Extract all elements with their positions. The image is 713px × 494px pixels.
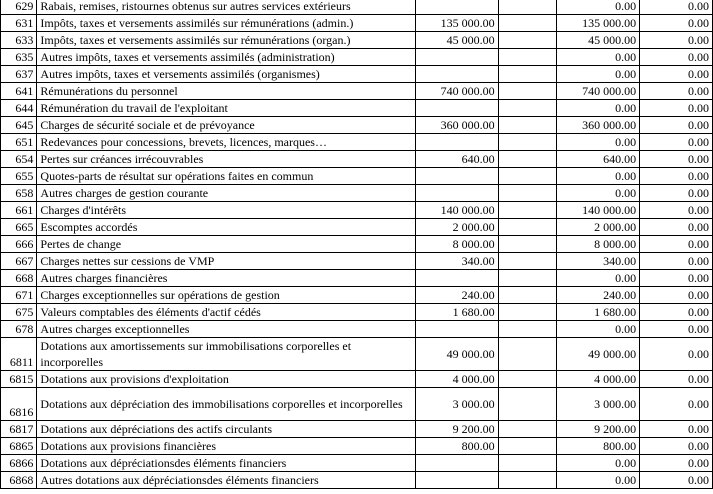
amount-cell: 0.00 — [640, 321, 713, 338]
table-row — [1, 32, 713, 49]
amount-cell: 135 000.00 — [415, 15, 498, 32]
amount-cell: 800.00 — [557, 438, 640, 455]
amount-cell: 640.00 — [415, 151, 498, 168]
table-row — [1, 83, 713, 100]
amount-cell: 0.00 — [640, 388, 713, 421]
amount-cell — [498, 236, 557, 253]
account-label-cell: Charges exceptionnelles sur opérations de gestion — [37, 287, 415, 304]
amount-cell: 45 000.00 — [557, 32, 640, 49]
account-code-cell: 6811 — [1, 338, 37, 371]
account-code-cell: 6815 — [1, 371, 37, 388]
amount-cell — [498, 0, 557, 15]
amount-cell: 0.00 — [640, 338, 713, 371]
account-label-cell: Dotations aux dépréciationsdes éléments financiers — [37, 455, 415, 472]
table-row — [1, 49, 713, 66]
amount-cell — [498, 32, 557, 49]
account-code-cell: 631 — [1, 15, 37, 32]
amount-cell: 0.00 — [640, 66, 713, 83]
account-label-cell: Charges nettes sur cessions de VMP — [37, 253, 415, 270]
table-row — [1, 219, 713, 236]
account-code-cell: 655 — [1, 168, 37, 185]
amount-cell: 0.00 — [640, 270, 713, 287]
account-label-cell: Pertes sur créances irrécouvrables — [37, 151, 415, 168]
account-code-cell: 641 — [1, 83, 37, 100]
amount-cell: 0.00 — [640, 134, 713, 151]
table-row — [1, 371, 713, 388]
table-row — [1, 321, 713, 338]
table-row — [1, 438, 713, 455]
amount-cell — [498, 421, 557, 438]
account-code-cell: 644 — [1, 100, 37, 117]
amount-cell — [498, 100, 557, 117]
amount-cell — [415, 270, 498, 287]
amount-cell: 8 000.00 — [415, 236, 498, 253]
account-label-cell: Impôts, taxes et versements assimilés sur rémunérations (admin.) — [37, 15, 415, 32]
account-label-cell: Impôts, taxes et versements assimilés sur rémunérations (organ.) — [37, 32, 415, 49]
account-code-cell: 6865 — [1, 438, 37, 455]
table-row — [1, 388, 713, 421]
amount-cell: 340.00 — [415, 253, 498, 270]
account-code-cell: 666 — [1, 236, 37, 253]
table-row — [1, 15, 713, 32]
amount-cell — [498, 321, 557, 338]
account-code-cell: 635 — [1, 49, 37, 66]
amount-cell — [498, 219, 557, 236]
amount-cell: 140 000.00 — [415, 202, 498, 219]
amount-cell — [498, 253, 557, 270]
amount-cell: 0.00 — [640, 151, 713, 168]
account-label-cell: Quotes-parts de résultat sur opérations faites en commun — [37, 168, 415, 185]
table-row — [1, 338, 713, 371]
amount-cell: 0.00 — [557, 185, 640, 202]
amount-cell: 3 000.00 — [415, 388, 498, 421]
account-label-cell: Autres dotations aux dépréciationsdes éléments financiers — [37, 472, 415, 489]
amount-cell: 1 680.00 — [415, 304, 498, 321]
account-label-cell: Rémunération du travail de l'exploitant — [37, 100, 415, 117]
amount-cell: 0.00 — [557, 455, 640, 472]
amount-cell: 340.00 — [557, 253, 640, 270]
amount-cell — [415, 100, 498, 117]
amount-cell — [498, 287, 557, 304]
account-code-cell: 6817 — [1, 421, 37, 438]
amount-cell: 0.00 — [640, 0, 713, 15]
account-code-cell: 667 — [1, 253, 37, 270]
amount-cell — [498, 49, 557, 66]
table-row — [1, 66, 713, 83]
amount-cell: 8 000.00 — [557, 236, 640, 253]
account-code-cell: 678 — [1, 321, 37, 338]
amount-cell — [498, 202, 557, 219]
amount-cell: 140 000.00 — [557, 202, 640, 219]
account-label-cell: Rémunérations du personnel — [37, 83, 415, 100]
account-code-cell: 637 — [1, 66, 37, 83]
account-label-cell: Autres charges exceptionnelles — [37, 321, 415, 338]
amount-cell: 0.00 — [557, 100, 640, 117]
amount-cell: 135 000.00 — [557, 15, 640, 32]
table-row — [1, 202, 713, 219]
account-label-cell: Valeurs comptables des éléments d'actif cédés — [37, 304, 415, 321]
table-row — [1, 0, 713, 15]
amount-cell: 0.00 — [640, 100, 713, 117]
amount-cell: 49 000.00 — [557, 338, 640, 371]
table-row — [1, 421, 713, 438]
amount-cell — [415, 168, 498, 185]
account-code-cell: 6866 — [1, 455, 37, 472]
amount-cell — [415, 49, 498, 66]
account-code-cell: 671 — [1, 287, 37, 304]
amount-cell: 0.00 — [640, 236, 713, 253]
account-code-cell: 6868 — [1, 472, 37, 489]
amount-cell — [415, 66, 498, 83]
account-label-cell: Rabais, remises, ristournes obtenus sur autres services extérieurs — [37, 0, 415, 15]
amount-cell: 49 000.00 — [415, 338, 498, 371]
table-row — [1, 117, 713, 134]
account-label-cell: Dotations aux dépréciations des actifs circulants — [37, 421, 415, 438]
table-row — [1, 236, 713, 253]
account-code-cell: 654 — [1, 151, 37, 168]
amount-cell: 640.00 — [557, 151, 640, 168]
amount-cell: 0.00 — [557, 66, 640, 83]
amount-cell: 0.00 — [640, 472, 713, 489]
account-code-cell: 675 — [1, 304, 37, 321]
amount-cell — [498, 338, 557, 371]
amount-cell: 0.00 — [640, 15, 713, 32]
accounts-table-body — [1, 0, 713, 489]
amount-cell — [498, 15, 557, 32]
account-label-cell: Autres impôts, taxes et versements assimilés (organismes) — [37, 66, 415, 83]
amount-cell: 240.00 — [415, 287, 498, 304]
amount-cell: 4 000.00 — [415, 371, 498, 388]
amount-cell: 9 200.00 — [557, 421, 640, 438]
amount-cell — [415, 185, 498, 202]
amount-cell: 45 000.00 — [415, 32, 498, 49]
amount-cell: 0.00 — [640, 32, 713, 49]
amount-cell — [415, 134, 498, 151]
account-label-cell: Autres charges financières — [37, 270, 415, 287]
amount-cell: 0.00 — [557, 472, 640, 489]
amount-cell: 0.00 — [640, 371, 713, 388]
amount-cell — [498, 270, 557, 287]
amount-cell: 0.00 — [640, 185, 713, 202]
amount-cell: 0.00 — [640, 438, 713, 455]
table-row — [1, 287, 713, 304]
amount-cell: 1 680.00 — [557, 304, 640, 321]
table-row — [1, 455, 713, 472]
table-row — [1, 185, 713, 202]
amount-cell — [415, 321, 498, 338]
amount-cell — [498, 371, 557, 388]
amount-cell: 0.00 — [640, 219, 713, 236]
table-row — [1, 100, 713, 117]
amount-cell: 0.00 — [640, 83, 713, 100]
account-code-cell: 6816 — [1, 388, 37, 421]
amount-cell: 4 000.00 — [557, 371, 640, 388]
amount-cell: 0.00 — [640, 304, 713, 321]
amount-cell — [498, 304, 557, 321]
table-row — [1, 151, 713, 168]
amount-cell — [415, 455, 498, 472]
account-label-cell: Dotations aux provisions d'exploitation — [37, 371, 415, 388]
account-code-cell: 633 — [1, 32, 37, 49]
account-code-cell: 629 — [1, 0, 37, 15]
amount-cell — [498, 151, 557, 168]
amount-cell: 3 000.00 — [557, 388, 640, 421]
amount-cell: 0.00 — [640, 455, 713, 472]
amount-cell: 0.00 — [640, 287, 713, 304]
table-row — [1, 134, 713, 151]
amount-cell — [498, 66, 557, 83]
amount-cell: 740 000.00 — [415, 83, 498, 100]
account-label-cell: Dotations aux amortissements sur immobilisations corporelles et incorporelles — [37, 338, 415, 371]
amount-cell — [415, 472, 498, 489]
amount-cell: 0.00 — [557, 49, 640, 66]
amount-cell — [498, 472, 557, 489]
amount-cell — [498, 117, 557, 134]
table-row — [1, 472, 713, 489]
amount-cell: 0.00 — [557, 321, 640, 338]
amount-cell: 360 000.00 — [415, 117, 498, 134]
amount-cell: 240.00 — [557, 287, 640, 304]
amount-cell: 0.00 — [640, 49, 713, 66]
account-label-cell: Escomptes accordés — [37, 219, 415, 236]
amount-cell: 0.00 — [640, 253, 713, 270]
amount-cell: 0.00 — [640, 117, 713, 134]
table-row — [1, 168, 713, 185]
account-label-cell: Charges d'intérêts — [37, 202, 415, 219]
amount-cell — [415, 0, 498, 15]
amount-cell — [498, 83, 557, 100]
amount-cell: 9 200.00 — [415, 421, 498, 438]
amount-cell: 360 000.00 — [557, 117, 640, 134]
account-code-cell: 645 — [1, 117, 37, 134]
amount-cell: 2 000.00 — [557, 219, 640, 236]
account-code-cell: 661 — [1, 202, 37, 219]
amount-cell — [498, 185, 557, 202]
account-code-cell: 665 — [1, 219, 37, 236]
table-row — [1, 270, 713, 287]
account-label-cell: Autres impôts, taxes et versements assimilés (administration) — [37, 49, 415, 66]
account-code-cell: 658 — [1, 185, 37, 202]
account-label-cell: Dotations aux provisions financières — [37, 438, 415, 455]
account-label-cell: Redevances pour concessions, brevets, licences, marques… — [37, 134, 415, 151]
amount-cell — [498, 455, 557, 472]
account-label-cell: Pertes de change — [37, 236, 415, 253]
amount-cell: 0.00 — [557, 134, 640, 151]
amount-cell: 0.00 — [557, 270, 640, 287]
amount-cell — [498, 168, 557, 185]
account-label-cell: Charges de sécurité sociale et de prévoyance — [37, 117, 415, 134]
table-row — [1, 253, 713, 270]
account-code-cell: 651 — [1, 134, 37, 151]
account-label-cell: Dotations aux dépréciation des immobilisations corporelles et incorporelles — [37, 388, 415, 421]
account-code-cell: 668 — [1, 270, 37, 287]
amount-cell: 800.00 — [415, 438, 498, 455]
amount-cell: 0.00 — [640, 168, 713, 185]
amount-cell — [498, 134, 557, 151]
amount-cell: 0.00 — [557, 168, 640, 185]
amount-cell: 0.00 — [640, 421, 713, 438]
table-row — [1, 304, 713, 321]
amount-cell: 2 000.00 — [415, 219, 498, 236]
amount-cell: 0.00 — [640, 202, 713, 219]
amount-cell: 0.00 — [557, 0, 640, 15]
account-label-cell: Autres charges de gestion courante — [37, 185, 415, 202]
amount-cell: 740 000.00 — [557, 83, 640, 100]
amount-cell — [498, 388, 557, 421]
amount-cell — [498, 438, 557, 455]
